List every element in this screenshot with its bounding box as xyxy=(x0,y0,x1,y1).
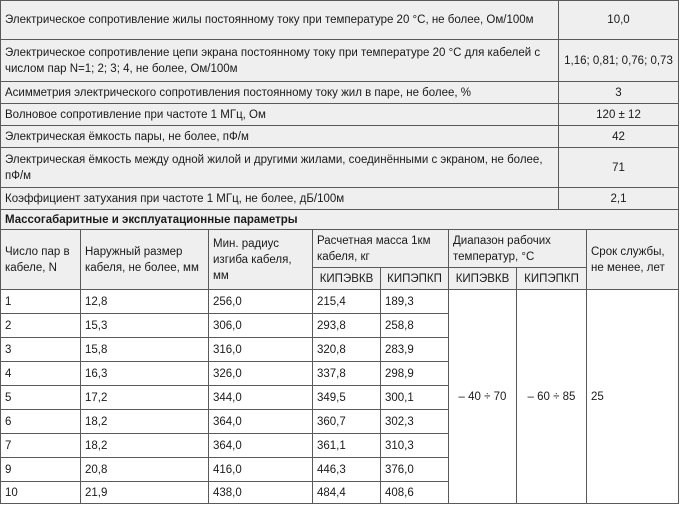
diameter-cell: 15,3 xyxy=(81,314,209,338)
param-row xyxy=(1,82,679,104)
mass-kipepkp-cell: 408,6 xyxy=(381,482,449,504)
radius-cell: 306,0 xyxy=(209,314,313,338)
mass-kipevkv-cell: 215,4 xyxy=(313,290,381,314)
radius-cell: 364,0 xyxy=(209,410,313,434)
header-mass-kipevkv: КИПЭВКВ xyxy=(313,268,381,290)
service-life-cell: 25 xyxy=(587,290,679,504)
mass-kipevkv-cell: 446,3 xyxy=(313,458,381,482)
param-row xyxy=(1,188,679,210)
diameter-cell: 12,8 xyxy=(81,290,209,314)
diameter-cell: 20,8 xyxy=(81,458,209,482)
mass-kipevkv-cell: 484,4 xyxy=(313,482,381,504)
param-row xyxy=(1,1,679,40)
param-value: 2,1 xyxy=(559,188,679,210)
header-mass: Расчетная масса 1км кабеля, кг xyxy=(313,230,449,268)
mass-kipepkp-cell: 189,3 xyxy=(381,290,449,314)
header-radius: Мин. радиус изгиба кабеля, мм xyxy=(209,230,313,290)
mass-kipevkv-cell: 337,8 xyxy=(313,362,381,386)
pairs-cell: 10 xyxy=(1,482,81,504)
pairs-cell: 2 xyxy=(1,314,81,338)
diameter-cell: 17,2 xyxy=(81,386,209,410)
mass-kipepkp-cell: 300,1 xyxy=(381,386,449,410)
header-temp-kipevkv: КИПЭВКВ xyxy=(449,268,517,290)
param-label: Коэффициент затухания при частоте 1 МГц, не более, дБ/100м xyxy=(1,188,559,210)
radius-cell: 256,0 xyxy=(209,290,313,314)
param-row xyxy=(1,126,679,148)
mass-kipevkv-cell: 293,8 xyxy=(313,314,381,338)
param-row xyxy=(1,104,679,126)
mass-kipepkp-cell: 302,3 xyxy=(381,410,449,434)
diameter-cell: 18,2 xyxy=(81,410,209,434)
param-label: Электрическая ёмкость пары, не более, пФ/м xyxy=(1,126,559,148)
header-mass-kipepkp: КИПЭПКП xyxy=(381,268,449,290)
mass-kipepkp-cell: 298,9 xyxy=(381,362,449,386)
electrical-params-table xyxy=(0,0,679,210)
diameter-cell: 18,2 xyxy=(81,434,209,458)
pairs-cell: 7 xyxy=(1,434,81,458)
dimensions-table xyxy=(0,209,679,504)
param-row xyxy=(1,148,679,188)
radius-cell: 364,0 xyxy=(209,434,313,458)
temp-kipevkv-cell: – 40 ÷ 70 xyxy=(449,290,517,504)
radius-cell: 416,0 xyxy=(209,458,313,482)
param-row xyxy=(1,40,679,82)
pairs-cell: 5 xyxy=(1,386,81,410)
diameter-cell: 16,3 xyxy=(81,362,209,386)
header-diameter: Наружный размер кабеля, не более, мм xyxy=(81,230,209,290)
pairs-cell: 9 xyxy=(1,458,81,482)
pairs-cell: 3 xyxy=(1,338,81,362)
param-label: Электрическая ёмкость между одной жилой и другими жилами, соединёнными с экраном, не более, пФ/м xyxy=(1,148,559,188)
mass-kipepkp-cell: 310,3 xyxy=(381,434,449,458)
radius-cell: 316,0 xyxy=(209,338,313,362)
param-label: Волновое сопротивление при частоте 1 МГц, Ом xyxy=(1,104,559,126)
header-life: Срок службы, не менее, лет xyxy=(587,230,679,290)
mass-kipepkp-cell: 258,8 xyxy=(381,314,449,338)
mass-kipevkv-cell: 360,7 xyxy=(313,410,381,434)
header-temp: Диапазон рабочих температур, °С xyxy=(449,230,587,268)
mass-kipevkv-cell: 361,1 xyxy=(313,434,381,458)
mass-kipepkp-cell: 283,9 xyxy=(381,338,449,362)
table-row xyxy=(1,290,679,314)
diameter-cell: 21,9 xyxy=(81,482,209,504)
param-label: Электрическое сопротивление жилы постоянному току при температуре 20 °С, не более, Ом/100м xyxy=(1,1,559,40)
column-header-row xyxy=(1,230,679,268)
radius-cell: 438,0 xyxy=(209,482,313,504)
param-value: 3 xyxy=(559,82,679,104)
param-value: 1,16; 0,81; 0,76; 0,73 xyxy=(559,40,679,82)
pairs-cell: 4 xyxy=(1,362,81,386)
mass-kipepkp-cell: 376,0 xyxy=(381,458,449,482)
header-pairs: Число пар в кабеле, N xyxy=(1,230,81,290)
diameter-cell: 15,8 xyxy=(81,338,209,362)
param-value: 120 ± 12 xyxy=(559,104,679,126)
param-label: Электрическое сопротивление цепи экрана постоянному току при температуре 20 °С для кабелей с числом пар N=1; 2; 3; 4, не более, Ом/100м xyxy=(1,40,559,82)
pairs-cell: 6 xyxy=(1,410,81,434)
mass-kipevkv-cell: 349,5 xyxy=(313,386,381,410)
pairs-cell: 1 xyxy=(1,290,81,314)
param-value: 10,0 xyxy=(559,1,679,40)
param-value: 71 xyxy=(559,148,679,188)
header-temp-kipepkp: КИПЭПКП xyxy=(517,268,587,290)
param-value: 42 xyxy=(559,126,679,148)
radius-cell: 326,0 xyxy=(209,362,313,386)
mass-kipevkv-cell: 320,8 xyxy=(313,338,381,362)
param-label: Асимметрия электрического сопротивления постоянному току жил в паре, не более, % xyxy=(1,82,559,104)
section-title: Массогабаритные и эксплуатационные параметры xyxy=(1,210,679,230)
temp-kipepkp-cell: – 60 ÷ 85 xyxy=(517,290,587,504)
radius-cell: 344,0 xyxy=(209,386,313,410)
section-header-row xyxy=(1,210,679,230)
